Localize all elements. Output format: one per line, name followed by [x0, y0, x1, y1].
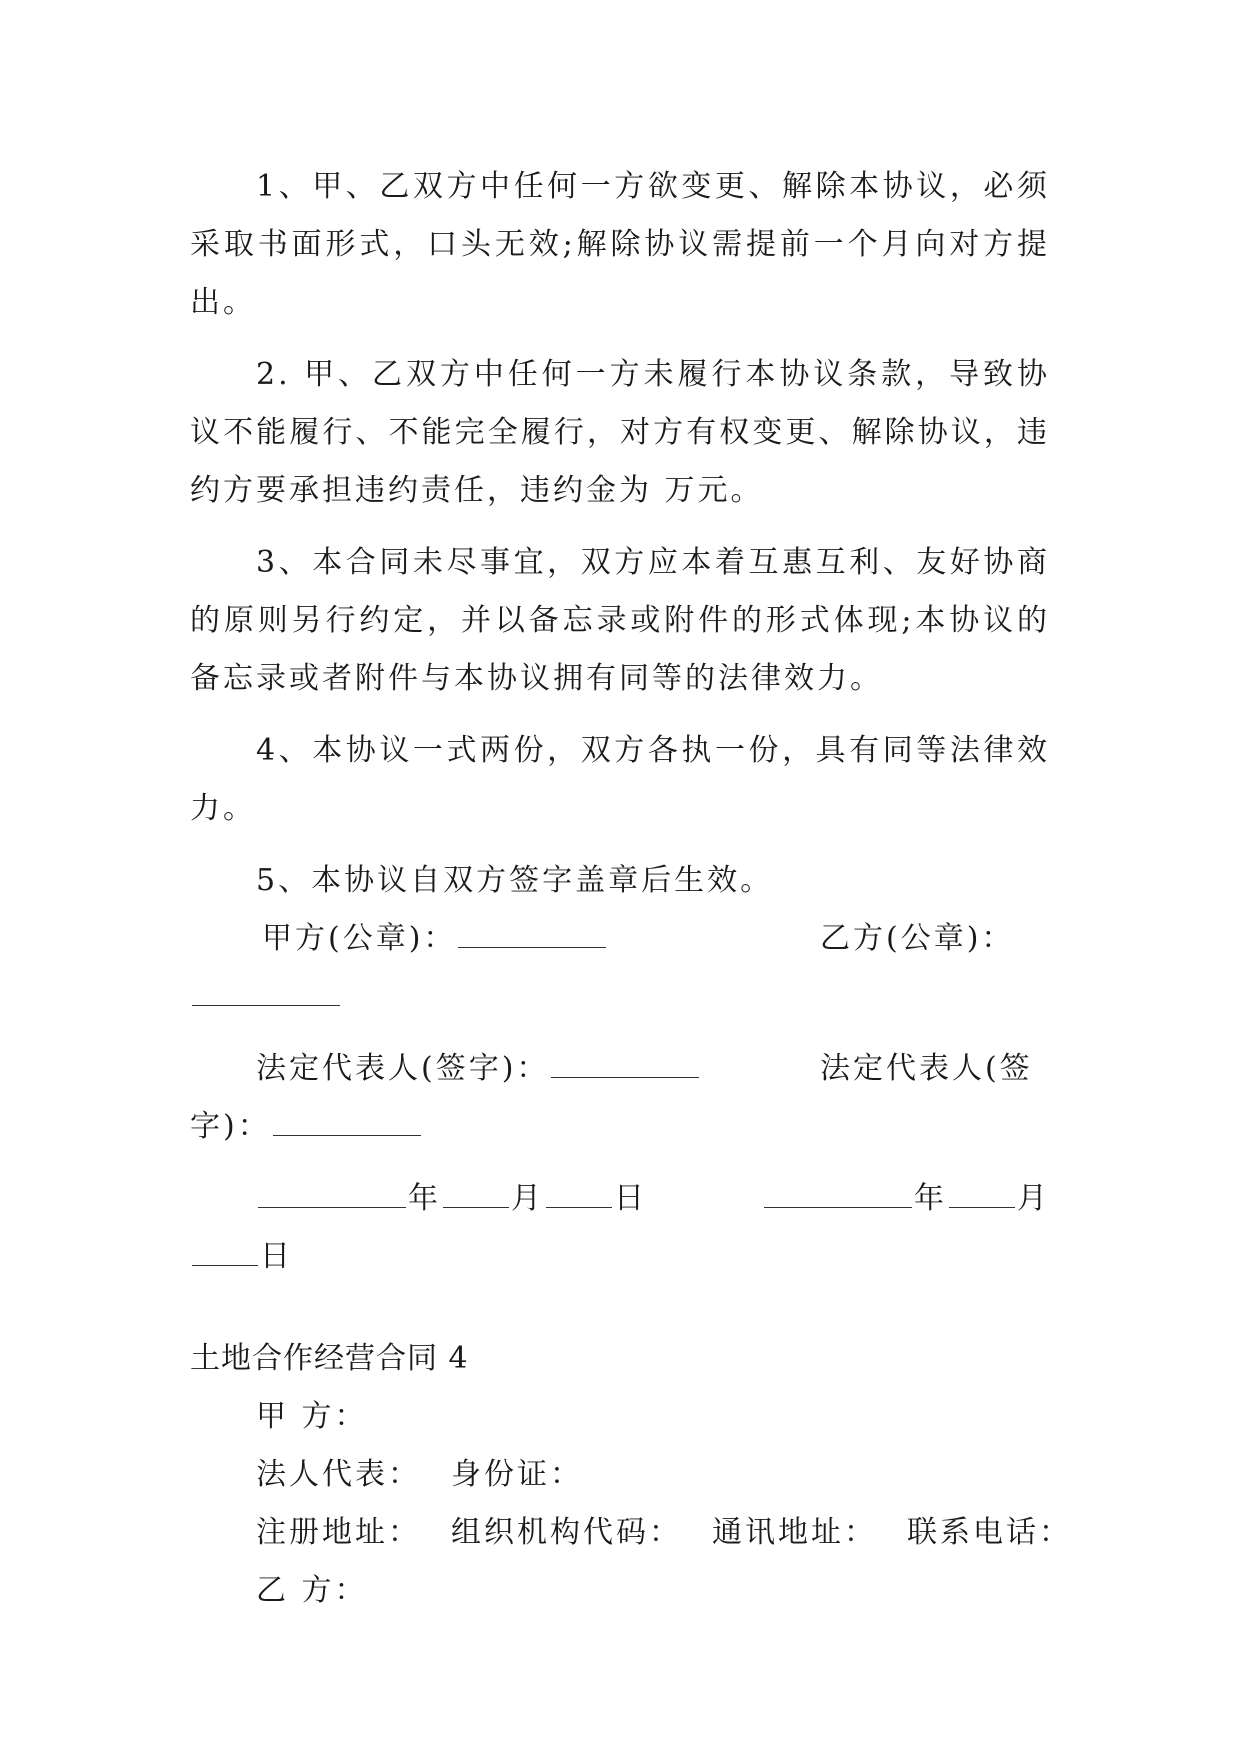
party-b-seal-label: 乙方(公章)： [820, 921, 1015, 956]
party-a-seal-blank [458, 917, 606, 948]
mail-address-label: 通讯地址： [712, 1515, 877, 1550]
seal-line [190, 910, 1050, 968]
party-b-month-label: 月 [1017, 1181, 1050, 1216]
party-b-rep-label: 法定代表人(签 [820, 1051, 1033, 1086]
party-a-year-blank [258, 1177, 406, 1208]
document-content [190, 158, 1072, 1620]
clause-1: 1、甲、乙双方中任何一方欲变更、解除本协议，必须采取书面形式，口头无效;解除协议需提前一个月向对方提出。 [190, 169, 1050, 320]
party-a-month-blank [443, 1177, 509, 1208]
party-b-day-blank [192, 1235, 258, 1266]
party-b-date [762, 1170, 1050, 1228]
party-a-label: 甲 方： [256, 1399, 368, 1434]
party-a-day-blank [546, 1177, 612, 1208]
party-b-year-label: 年 [914, 1181, 947, 1216]
address-field [190, 1504, 1072, 1562]
party-b-label: 乙 方： [256, 1573, 368, 1608]
signature-block [190, 910, 1050, 1286]
rep-continuation-line [190, 1098, 1050, 1156]
party-a-rep-label: 法定代表人(签字)： [256, 1051, 550, 1086]
party-a-month-label: 月 [511, 1181, 544, 1216]
date-continuation-line [190, 1228, 1050, 1286]
party-b-rep-label-cont: 字)： [190, 1109, 271, 1144]
phone-label: 联系电话： [907, 1515, 1072, 1550]
clause-3: 3、本合同未尽事宜，双方应本着互惠互利、友好协商的原则另行约定，并以备忘录或附件的形式体现;本协议的备忘录或者附件与本协议拥有同等的法律效力。 [190, 545, 1050, 696]
party-b-rep-blank [273, 1105, 421, 1136]
rep-line [190, 1040, 1050, 1098]
clause-4: 4、本协议一式两份，双方各执一份，具有同等法律效力。 [190, 733, 1050, 826]
party-b-day-label: 日 [260, 1239, 293, 1274]
legal-rep-field [190, 1446, 1050, 1504]
party-b-field [190, 1562, 1050, 1620]
id-card-label: 身份证： [451, 1457, 583, 1492]
seal-continuation-line [190, 968, 1050, 1026]
reg-address-label: 注册地址： [256, 1515, 421, 1550]
clause-2: 2. 甲、乙双方中任何一方未履行本协议条款，导致协议不能履行、不能完全履行，对方有权变更、解除协议，违约方要承担违约责任，违约金为 万元。 [190, 357, 1050, 508]
clause-5: 5、本协议自双方签字盖章后生效。 [256, 863, 774, 898]
party-a-rep-blank [551, 1047, 699, 1078]
party-b-year-blank [764, 1177, 912, 1208]
party-a-field [190, 1388, 1050, 1446]
section-title: 土地合作经营合同 4 [190, 1341, 469, 1376]
party-b-month-blank [949, 1177, 1015, 1208]
party-a-seal-label: 甲方(公章)： [262, 921, 457, 956]
party-a-year-label: 年 [408, 1181, 441, 1216]
party-b-seal-blank [192, 975, 340, 1006]
party-a-day-label: 日 [614, 1181, 647, 1216]
org-code-label: 组织机构代码： [451, 1515, 682, 1550]
date-line [190, 1170, 1050, 1228]
legal-rep-label: 法人代表： [256, 1457, 421, 1492]
